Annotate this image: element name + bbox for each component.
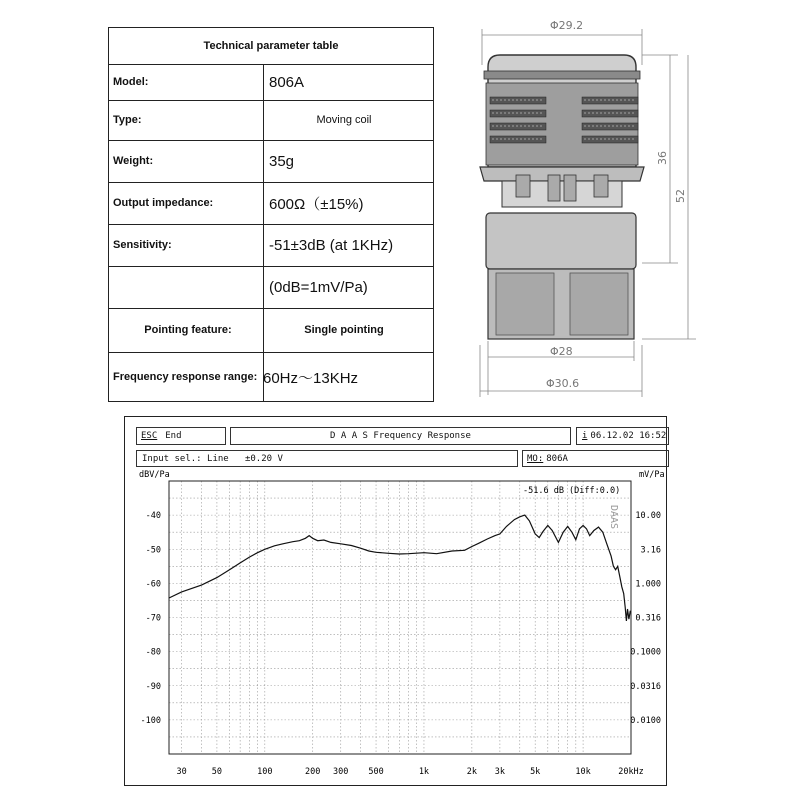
cursor-readout: -51.6 dB (Diff:0.0) (523, 486, 621, 496)
y-tick-label: -50 (145, 545, 161, 556)
y-tick-label: -70 (145, 613, 161, 624)
datetime: 06.12.02 16:52 (590, 431, 667, 441)
table-row-frequency (109, 352, 433, 402)
parameter-table (108, 27, 434, 402)
mo-value: 806A (546, 453, 568, 464)
dim-top-label: Φ29.2 (550, 19, 584, 32)
dim-outer-label: Φ30.6 (546, 377, 580, 390)
table-row-sensitivity (109, 224, 433, 267)
grid (169, 481, 631, 754)
row-label: Model: (113, 76, 149, 88)
mo-label: MO: (527, 453, 544, 464)
info-icon: i (582, 431, 588, 441)
y-tick-label: -80 (145, 647, 161, 658)
x-tick-label: 20kHz (618, 767, 644, 777)
series-line (169, 515, 630, 621)
y2-axis-label: mV/Pa (639, 470, 665, 480)
row-value: 60Hz～13KHz (263, 369, 359, 387)
input-select: Input sel.: Line ±0.20 V (142, 453, 283, 464)
row-label: Sensitivity: (113, 239, 172, 251)
y-tick-label: -40 (145, 511, 161, 522)
dim-heights (642, 55, 696, 339)
table-row-weight (109, 140, 433, 183)
y2-tick-label: 0.316 (635, 613, 661, 624)
y2-tick-label: 0.1000 (630, 647, 661, 658)
row-value: (0dB=1mV/Pa) (269, 278, 368, 296)
row-label: Frequency response range: (113, 371, 258, 383)
table-row-model (109, 64, 433, 101)
table-row-type (109, 100, 433, 141)
x-tick-label: 200 (305, 767, 321, 777)
analyzer-title: D A A S Frequency Response (330, 431, 471, 441)
y2-tick-label: 0.0316 (630, 681, 661, 692)
table-row-reference (109, 266, 433, 309)
x-tick-label: 2k (466, 767, 477, 777)
y-tick-label: -100 (140, 715, 161, 726)
x-tick-label: 300 (333, 767, 349, 777)
capsule-head (484, 55, 640, 167)
x-tick-label: 3k (494, 767, 506, 777)
y2-tick-label: 0.0100 (630, 715, 661, 726)
dim-inner-label: Φ28 (550, 345, 573, 358)
row-label: Type: (113, 114, 142, 126)
x-tick-label: 50 (211, 767, 223, 777)
y-axis-label: dBV/Pa (139, 470, 170, 480)
x-tick-label: 5k (530, 767, 541, 777)
end-label: End (165, 431, 182, 441)
y2-tick-label: 1.000 (635, 579, 661, 590)
row-value: 600Ω（±15%) (269, 195, 364, 213)
capsule-body (486, 213, 636, 339)
row-label: Output impedance: (113, 197, 214, 209)
row-value: Moving coil (316, 114, 372, 126)
row-value: Single pointing (304, 323, 384, 336)
y-tick-label: -60 (145, 579, 161, 590)
x-tick-label: 500 (368, 767, 384, 777)
frequency-response-panel (124, 416, 667, 786)
row-label: Pointing feature: (144, 323, 232, 336)
row-value: -51±3dB (at 1KHz) (269, 236, 394, 254)
frequency-response-chart (125, 417, 665, 784)
y2-tick-label: 10.00 (635, 511, 661, 522)
dim-bottom (480, 341, 642, 397)
daas-watermark: DAAS (608, 505, 619, 530)
capsule-drawing (470, 5, 730, 400)
capsule-flange (480, 167, 644, 207)
x-tick-label: 100 (257, 767, 273, 777)
table-row-pointing (109, 308, 433, 353)
row-value: 806A (269, 73, 305, 91)
x-tick-label: 30 (176, 767, 187, 777)
row-value: 35g (269, 152, 295, 170)
x-tick-label: 1k (418, 767, 430, 777)
table-row-impedance (109, 182, 433, 225)
row-label (113, 266, 263, 308)
esc-button[interactable]: ESC (141, 431, 158, 441)
x-tick-label: 10k (575, 767, 591, 777)
dim-body-height-label: 36 (656, 151, 669, 165)
dim-total-height-label: 52 (674, 189, 687, 203)
table-title: Technical parameter table (109, 28, 433, 65)
y2-tick-label: 3.16 (640, 545, 661, 556)
y-tick-label: -90 (145, 681, 161, 692)
row-label: Weight: (113, 155, 154, 167)
